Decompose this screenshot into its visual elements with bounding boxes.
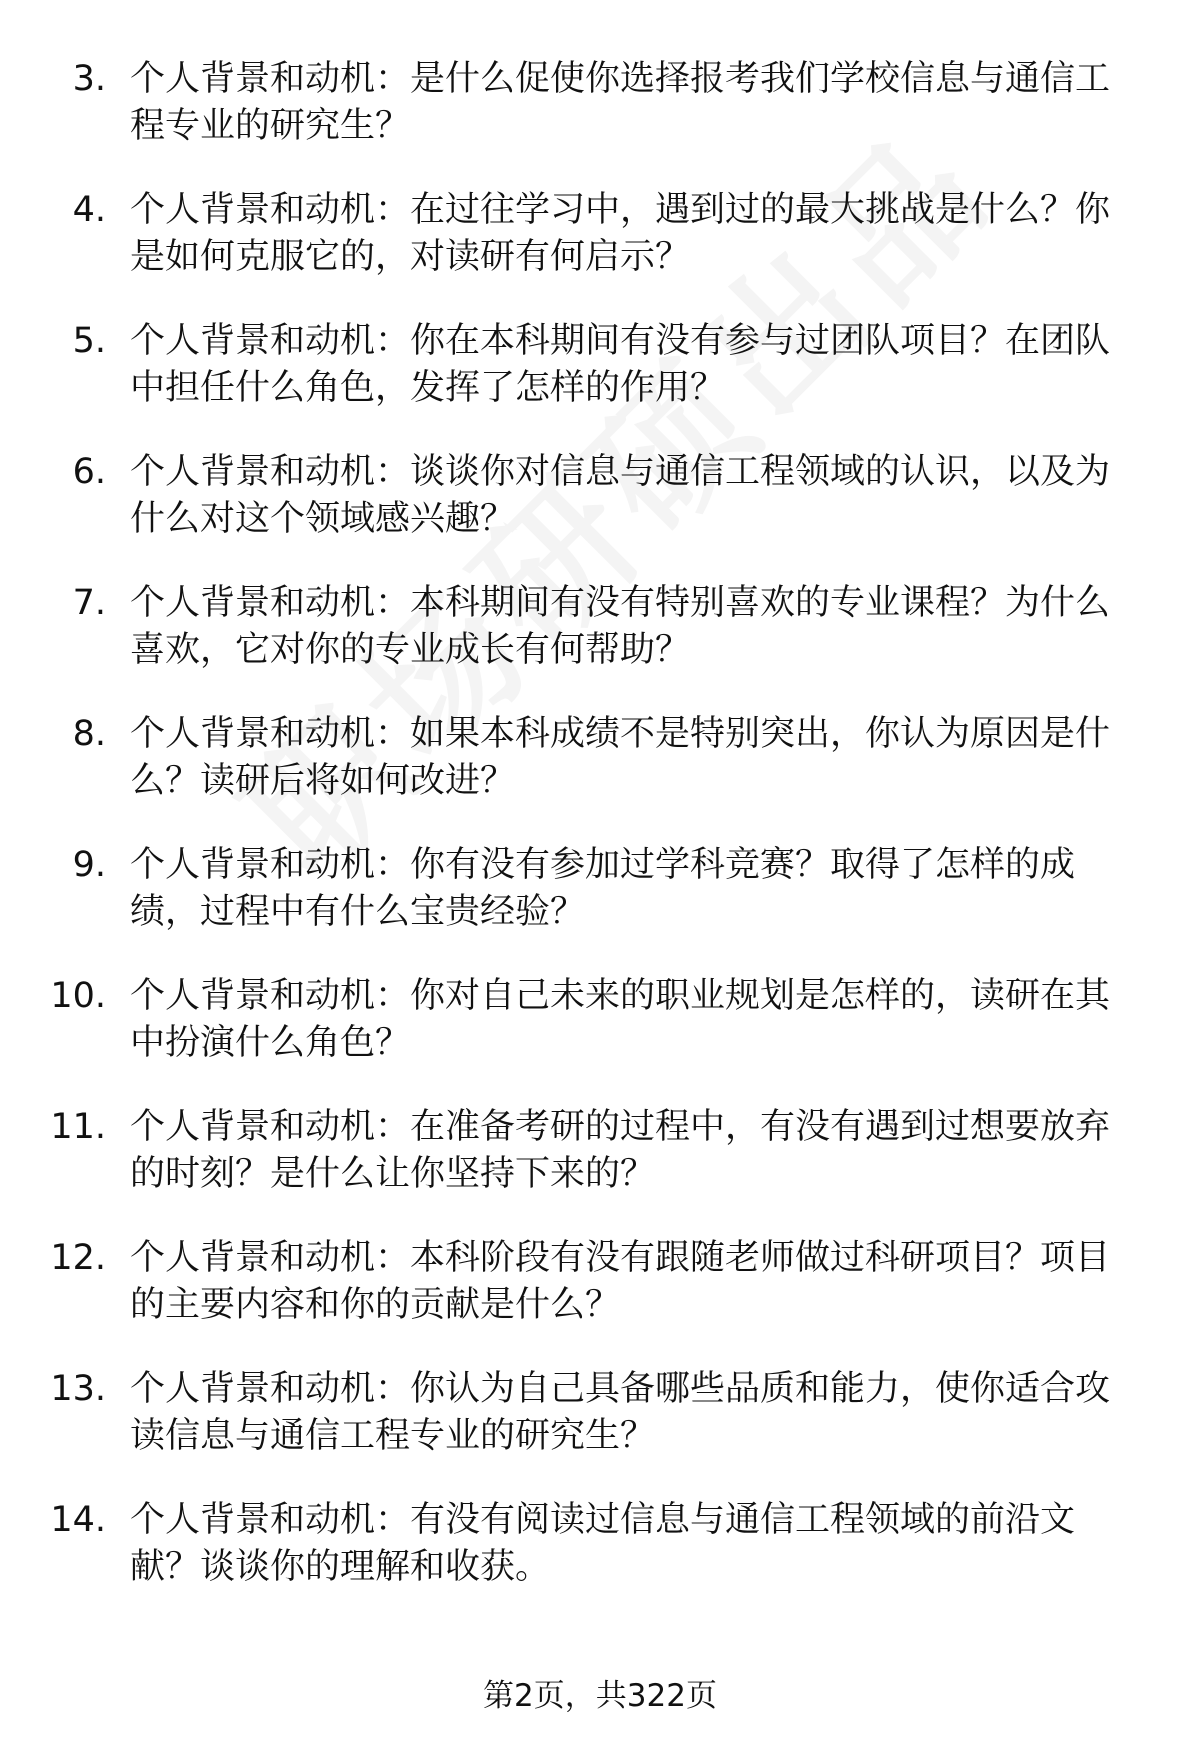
question-number: 10. [50,976,106,1016]
list-item [0,711,1200,842]
question-text: 个人背景和动机：你认为自己具备哪些品质和能力，使你适合攻读信息与通信工程专业的研究生？ [130,1369,1111,1456]
question-number: 5. [72,321,106,361]
list-item [0,973,1200,1104]
question-text: 个人背景和动机：有没有阅读过信息与通信工程领域的前沿文献？谈谈你的理解和收获。 [130,1500,1076,1587]
question-number: 6. [72,452,106,492]
question-text: 个人背景和动机：你在本科期间有没有参与过团队项目？在团队中担任什么角色，发挥了怎样的作用？ [130,321,1111,408]
question-text: 个人背景和动机：本科阶段有没有跟随老师做过科研项目？项目的主要内容和你的贡献是什么？ [130,1238,1111,1325]
question-text: 个人背景和动机：在准备考研的过程中，有没有遇到过想要放弃的时刻？是什么让你坚持下来的？ [130,1107,1111,1194]
list-item [0,56,1200,187]
list-item [0,842,1200,973]
question-text: 个人背景和动机：谈谈你对信息与通信工程领域的认识，以及为什么对这个领域感兴趣？ [130,452,1111,539]
question-number: 14. [50,1500,106,1540]
page-number-label: 第2页，共322页 [483,1678,717,1714]
list-item [0,1497,1200,1628]
list-item [0,1366,1200,1497]
question-number: 13. [50,1369,106,1409]
question-number: 8. [72,714,106,754]
list-item [0,449,1200,580]
question-text: 个人背景和动机：是什么促使你选择报考我们学校信息与通信工程专业的研究生？ [130,59,1111,146]
list-item [0,187,1200,318]
question-text: 个人背景和动机：你对自己未来的职业规划是怎样的，读研在其中扮演什么角色？ [130,976,1111,1063]
question-text: 个人背景和动机：在过往学习中，遇到过的最大挑战是什么？你是如何克服它的，对读研有何启示？ [130,190,1111,277]
list-item [0,318,1200,449]
list-item [0,580,1200,711]
question-list [0,56,1200,1628]
question-number: 11. [50,1107,106,1147]
question-number: 9. [72,845,106,885]
question-text: 个人背景和动机：你有没有参加过学科竞赛？取得了怎样的成绩，过程中有什么宝贵经验？ [130,845,1076,932]
question-text: 个人背景和动机：如果本科成绩不是特别突出，你认为原因是什么？读研后将如何改进？ [130,714,1111,801]
question-number: 3. [72,59,106,99]
page-footer [0,1676,1200,1716]
question-text: 个人背景和动机：本科期间有没有特别喜欢的专业课程？为什么喜欢，它对你的专业成长有何帮助？ [130,583,1111,670]
list-item [0,1235,1200,1366]
question-number: 12. [50,1238,106,1278]
question-number: 4. [72,190,106,230]
list-item [0,1104,1200,1235]
question-number: 7. [72,583,106,623]
